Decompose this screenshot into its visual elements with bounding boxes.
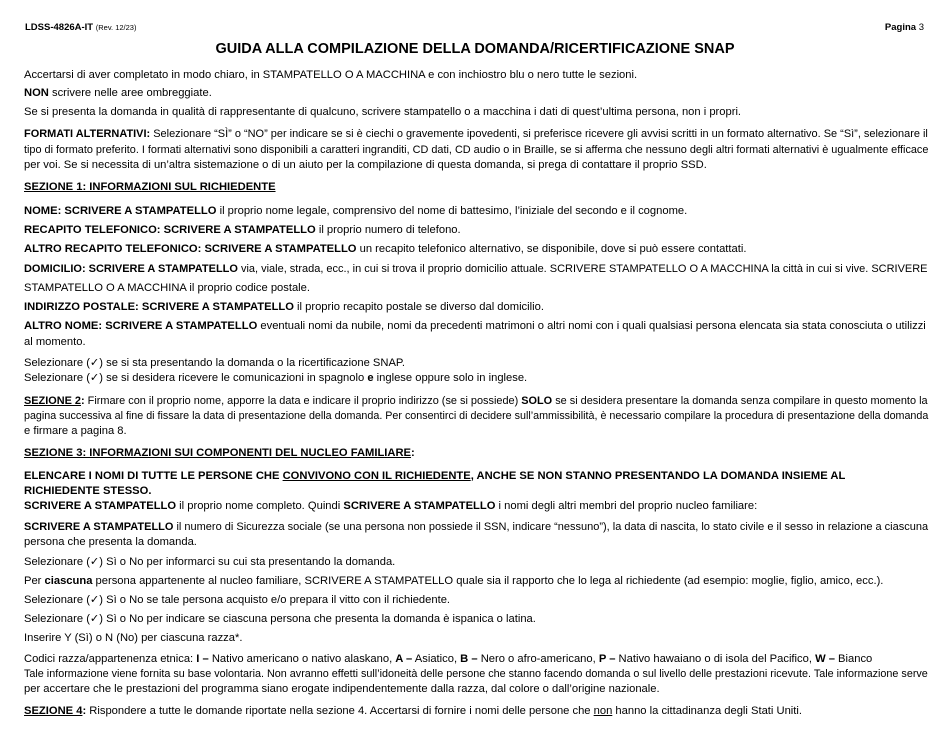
voluntary-line-2: per accertare che le prestazioni del programma siano erogate indipendentemente dalla razza, dal colore o dall’origine nazionale.	[24, 683, 660, 695]
intro-line-1: Accertarsi di aver completato in modo chiaro, in STAMPATELLO O A MACCHINA e con inchiostro blu o nero tutte le sezioni.	[24, 69, 638, 81]
relationship-line	[24, 574, 883, 589]
race-codes-b: Nativo americano o nativo alaskano,	[208, 653, 396, 665]
list-names-a: ELENCARE I NOMI DI TUTTE LE PERSONE CHE	[24, 470, 283, 482]
postale-label: INDIRIZZO POSTALE: SCRIVERE A STAMPATELLO	[24, 301, 294, 313]
write-names-d: i nomi degli altri membri del proprio nucleo familiare:	[495, 500, 758, 512]
relationship-c: persona appartenente al nucleo familiare, SCRIVERE A STAMPATELLO quale sia il rapporto che lo lega al richiedente (ad esempio: moglie, figlio, amico, ecc.).	[92, 575, 884, 587]
section-2-colon: :	[81, 395, 85, 407]
section-1-heading: SEZIONE 1: INFORMAZIONI SUL RICHIEDENTE	[24, 181, 276, 193]
race-code-p: P –	[598, 653, 616, 665]
form-revision: (Rev. 12/23)	[95, 23, 137, 32]
altro-nome-instruction	[24, 319, 926, 334]
section-4-heading: SEZIONE 4	[24, 705, 83, 717]
write-names-a: SCRIVERE A STAMPATELLO	[24, 500, 177, 512]
section-4-non: non	[593, 705, 613, 717]
nome-instruction	[24, 204, 687, 219]
race-codes-d: Nero o afro-americano,	[477, 653, 599, 665]
race-code-i: I –	[196, 653, 209, 665]
section-4-line	[24, 704, 802, 719]
domicilio-text-2: STAMPATELLO O A MACCHINA il proprio codice postale.	[24, 282, 311, 294]
page-indicator	[885, 22, 924, 33]
alt-formats-line-2: tipo di formato preferito. I formati alternativi sono disponibili a caratteri ingranditi, CD dati, CD audio o in Braille, se si afferma che nessuno degli altri formati alternativi è ugualmente efficace	[24, 144, 929, 156]
race-code-a: A –	[395, 653, 413, 665]
ssn-line-2: persona che presenta la domanda.	[24, 536, 197, 548]
section-2-heading: SEZIONE 2	[24, 395, 82, 407]
race-codes-e: Nativo hawaiano o di isola del Pacifico,	[615, 653, 816, 665]
section-4-colon: :	[82, 705, 87, 717]
section-3-heading: SEZIONE 3: INFORMAZIONI SUI COMPONENTI DEL NUCLEO FAMILIARE	[24, 447, 412, 459]
form-code	[25, 22, 136, 33]
section-4-text-a: Rispondere a tutte le domande riportate nella sezione 4. Accertarsi di fornire i nomi delle persone che	[86, 705, 594, 717]
postale-text: il proprio recapito postale se diverso dal domicilio.	[293, 301, 544, 313]
select-hispanic-line: Selezionare (✓) Sì o No per indicare se ciascuna persona che presenta la domanda è ispanica o latina.	[24, 613, 536, 625]
race-code-w: W –	[815, 653, 835, 665]
select-inform-line: Selezionare (✓) Sì o No per informarci su cui sta presentando la domanda.	[24, 556, 396, 568]
race-input-line: Inserire Y (Sì) o N (No) per ciascuna razza*.	[24, 632, 243, 644]
form-code-text: LDSS-4826A-IT	[25, 22, 94, 33]
section-2-line-1	[24, 394, 928, 409]
section-2-text-1a: Firmare con il proprio nome, apporre la data e indicare il proprio indirizzo (se si possiede)	[84, 395, 522, 407]
section-4-text-c: hanno la cittadinanza degli Stati Uniti.	[612, 705, 802, 717]
altro-telefono-text: un recapito telefonico alternativo, se disponibile, dove si può essere contattati.	[356, 243, 747, 255]
select-language-a: Selezionare (✓) se si desidera ricevere le comunicazioni in spagnolo	[24, 372, 368, 384]
page-label: Pagina	[884, 22, 917, 33]
race-codes-line	[24, 652, 872, 667]
relationship-a: Per	[24, 575, 45, 587]
altro-telefono-instruction	[24, 242, 746, 257]
alt-formats-text-1: Selezionare “SÌ” o “NO” per indicare se si è ciechi o gravemente ipovedenti, si preferisce ricevere gli avvisi scritti in un formato alternativo. Se “Sì”, selezionare il	[153, 128, 928, 140]
intro-non: NON	[24, 87, 49, 99]
select-language-e: e	[367, 372, 374, 384]
ssn-label: SCRIVERE A STAMPATELLO	[24, 521, 174, 533]
list-names-line-2: RICHIEDENTE STESSO.	[24, 485, 152, 497]
select-snap-line: Selezionare (✓) se si sta presentando la domanda o la ricertificazione SNAP.	[24, 357, 406, 369]
telefono-instruction	[24, 223, 461, 238]
voluntary-line-1: Tale informazione viene fornita su base volontaria. Non avranno effetti sull’idoneità delle persone che stanno facendo domanda o sul livello delle prestazioni ricevute. Tale informazione serve	[24, 668, 928, 680]
write-names-line	[24, 499, 757, 514]
intro-line-2	[24, 86, 212, 101]
race-codes-c: Asiatico,	[412, 653, 461, 665]
section-2-text-1c: se si desidera presentare la domanda senza compilare in questo momento la	[552, 395, 928, 407]
page-number: 3	[918, 22, 924, 33]
relationship-ciascuna: ciascuna	[44, 575, 93, 587]
section-3-colon: :	[411, 447, 415, 459]
domicilio-text-1: via, viale, strada, ecc., in cui si trova il proprio domicilio attuale. SCRIVERE STAMPATELLO O A MACCHINA la città in cui si vive. SCRIVERE	[237, 263, 928, 275]
section-3-heading-line	[24, 446, 415, 461]
nome-text: il proprio nome legale, comprensivo del nome di battesimo, l’iniziale del secondo e il cognome.	[216, 205, 688, 217]
race-codes-f: Bianco	[834, 653, 873, 665]
alt-formats-label: FORMATI ALTERNATIVI:	[24, 128, 151, 140]
list-names-c: , ANCHE SE NON STANNO PRESENTANDO LA DOMANDA INSIEME AL	[470, 470, 846, 482]
select-food-line: Selezionare (✓) Sì o No se tale persona acquisto e/o prepara il vitto con il richiedente.	[24, 594, 451, 606]
telefono-text: il proprio numero di telefono.	[315, 224, 461, 236]
intro-line-2-rest: scrivere nelle aree ombreggiate.	[48, 87, 212, 99]
altro-nome-text-1: eventuali nomi da nubile, nomi da precedenti matrimoni o altri nomi con i quali qualsiasi persona elencata sia stata conosciuta o utilizzi	[257, 320, 926, 332]
ssn-text-1: il numero di Sicurezza sociale (se una persona non possiede il SSN, indicare “nessuno”), la data di nascita, lo stato civile e il sesso in relazione a ciascuna	[173, 521, 929, 533]
telefono-label: RECAPITO TELEFONICO: SCRIVERE A STAMPATELLO	[24, 224, 316, 236]
intro-line-3: Se si presenta la domanda in qualità di rappresentante di qualcuno, scrivere stampatello o a macchina i dati di quest’ultima persona, non i propri.	[24, 106, 742, 118]
nome-label: NOME: SCRIVERE A STAMPATELLO	[24, 205, 217, 217]
domicilio-instruction	[24, 262, 927, 277]
write-names-c: SCRIVERE A STAMPATELLO	[343, 500, 496, 512]
ssn-line-1	[24, 520, 928, 535]
altro-nome-text-2: al momento.	[24, 336, 86, 348]
altro-nome-label: ALTRO NOME: SCRIVERE A STAMPATELLO	[24, 320, 258, 332]
altro-telefono-label: ALTRO RECAPITO TELEFONICO: SCRIVERE A STAMPATELLO	[24, 243, 357, 255]
section-2-line-3: e firmare a pagina 8.	[24, 425, 127, 437]
write-names-b: il proprio nome completo. Quindi	[176, 500, 344, 512]
race-codes-a: Codici razza/appartenenza etnica:	[24, 653, 197, 665]
list-names-line-1	[24, 469, 845, 484]
select-language-line	[24, 371, 527, 386]
section-2-solo: SOLO	[521, 395, 553, 407]
list-names-b: CONVIVONO CON IL RICHIEDENTE	[282, 470, 471, 482]
select-language-c: inglese oppure solo in inglese.	[373, 372, 528, 384]
postale-instruction	[24, 300, 544, 315]
domicilio-label: DOMICILIO: SCRIVERE A STAMPATELLO	[24, 263, 238, 275]
page-title: GUIDA ALLA COMPILAZIONE DELLA DOMANDA/RICERTIFICAZIONE SNAP	[215, 41, 735, 57]
alt-formats-line-1	[24, 127, 928, 142]
alt-formats-line-3: per voi. Se si necessita di un’altra sistemazione o di un aiuto per la compilazione di questa domanda, si prega di contattare il proprio SSD.	[24, 159, 707, 171]
race-code-b: B –	[460, 653, 478, 665]
section-2-line-2: pagina successiva al fine di fissare la data di presentazione della domanda. Per consentirci di decidere sull’ammissibilità, è necessario compilare la procedura di presentazione della domanda	[24, 410, 929, 422]
